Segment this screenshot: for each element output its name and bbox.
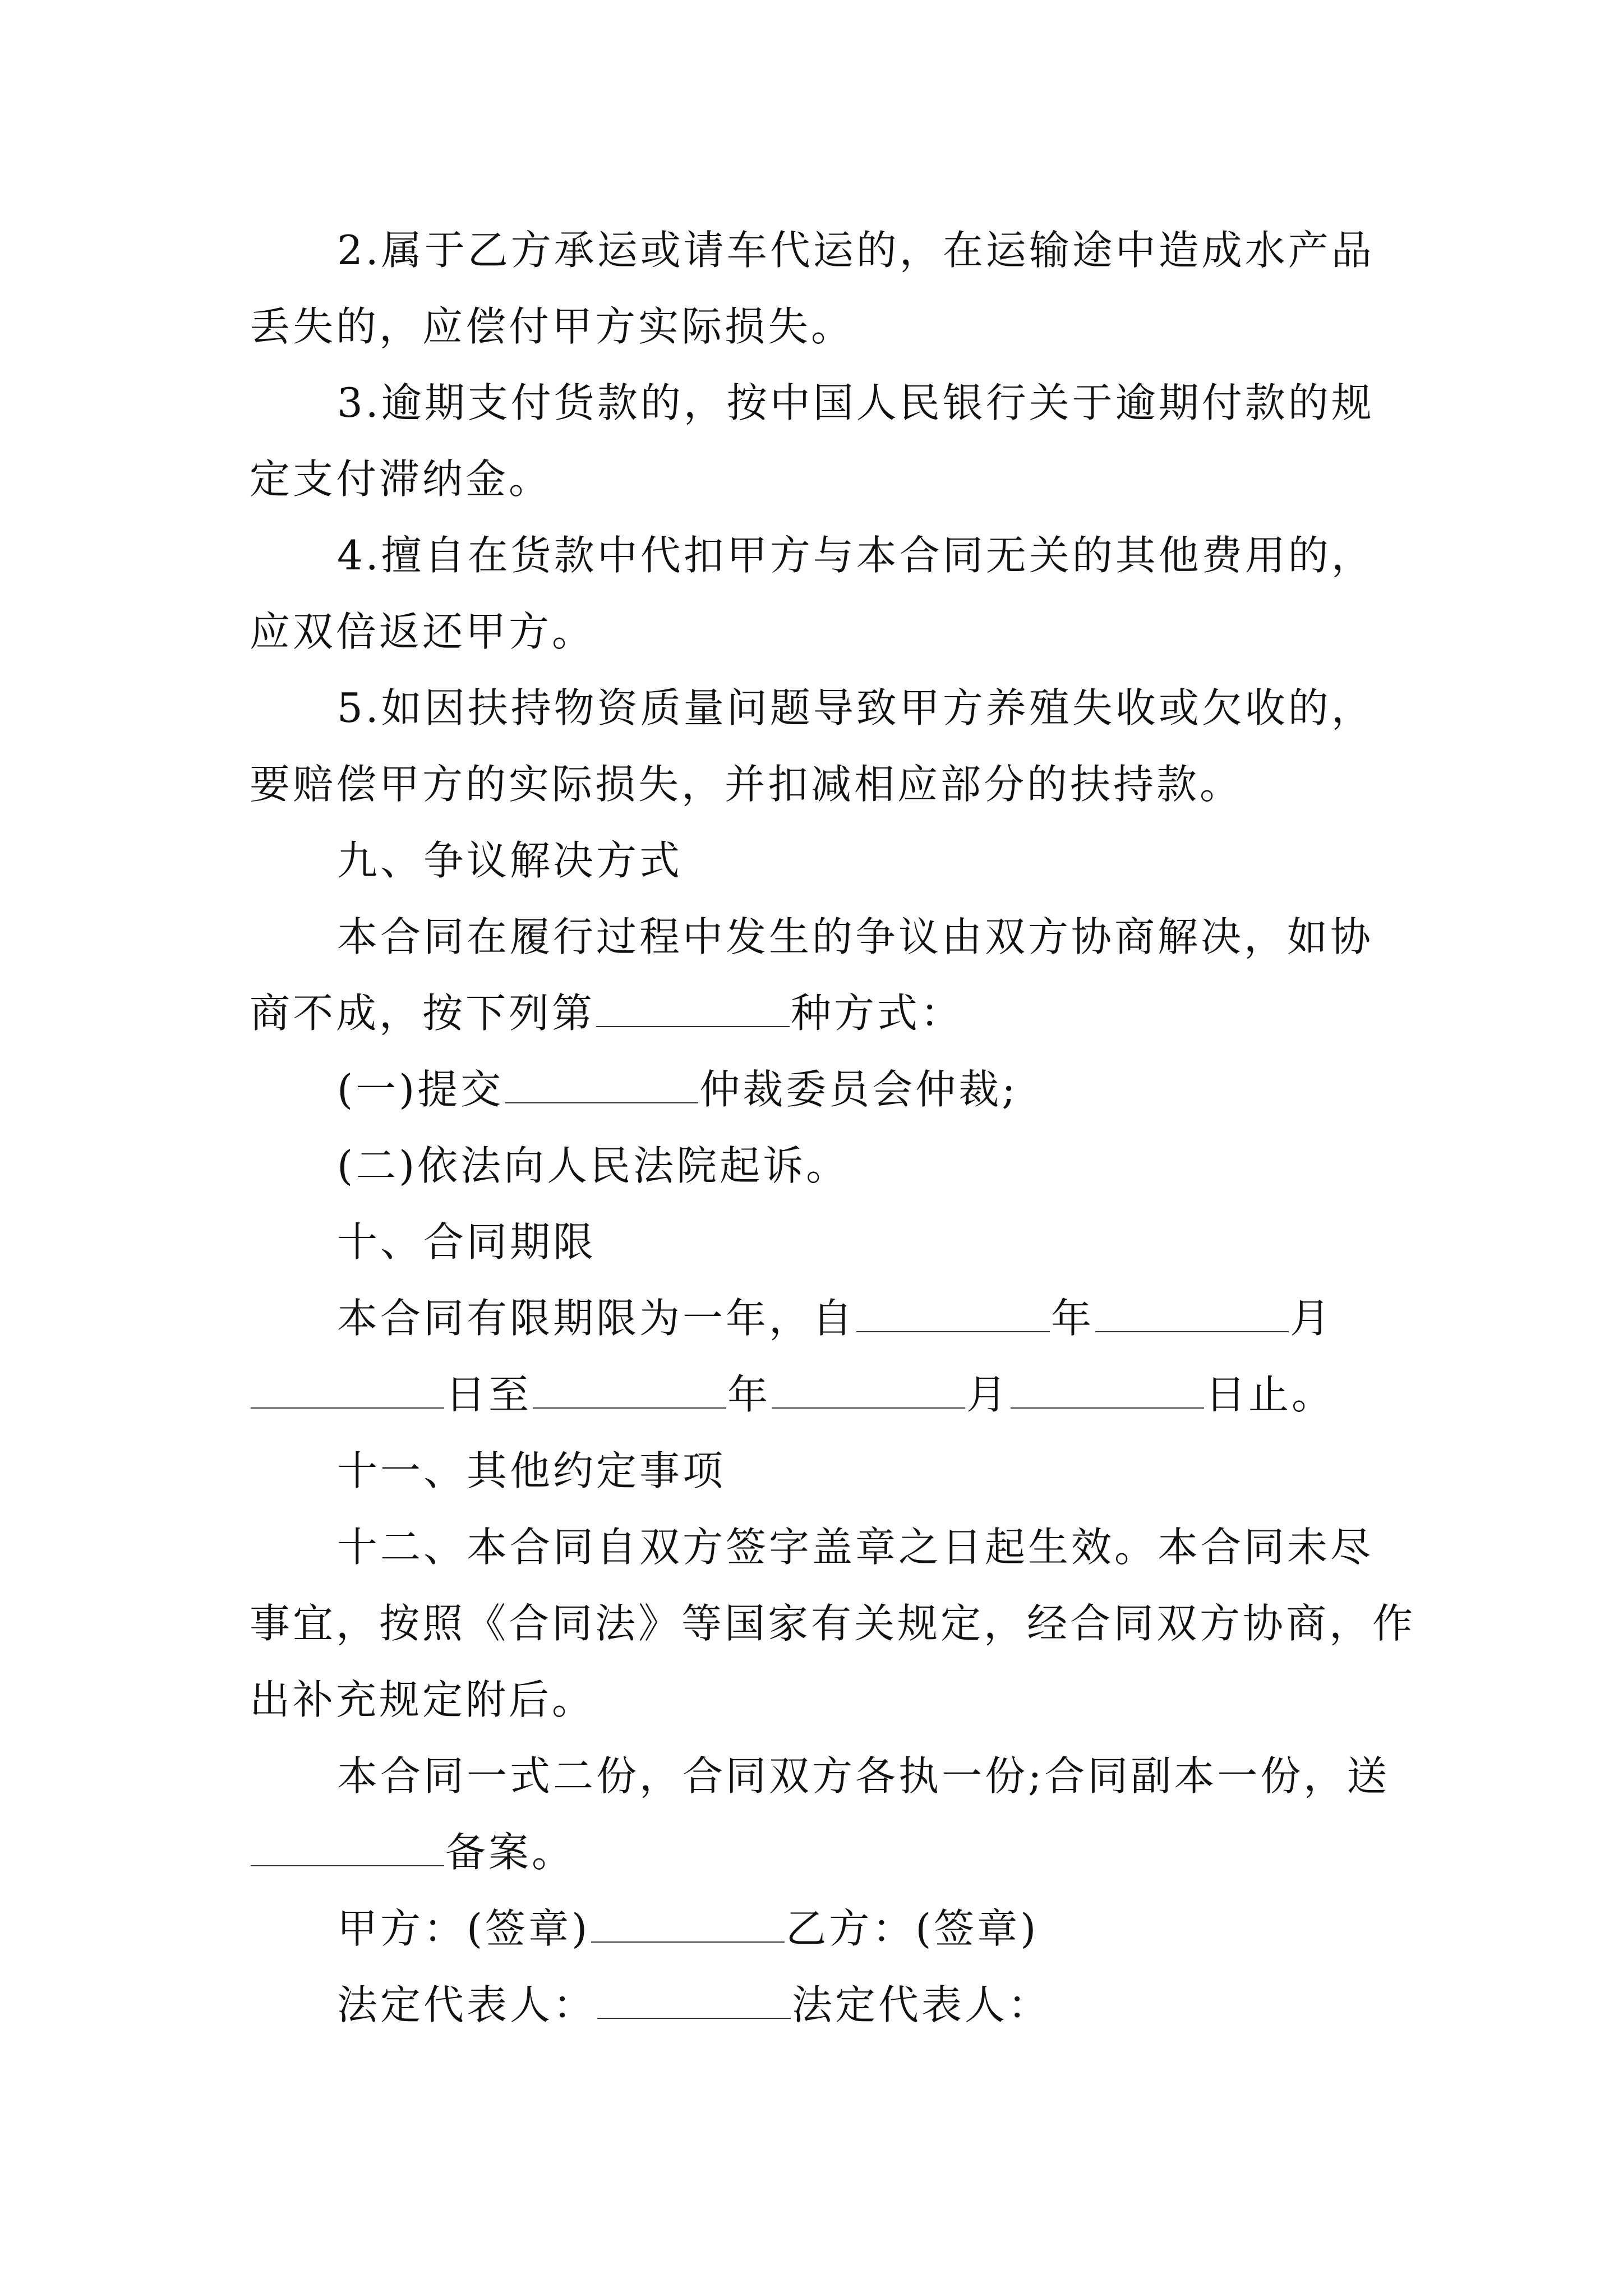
copies-file: 备案。: [445, 1829, 575, 1876]
blank-field: [596, 992, 790, 1027]
document-body: [250, 212, 1416, 2043]
section-12-text: 十二、本合同自双方签字盖章之日起生效。本合同未尽事宜，按照《合同法》等国家有关规定，经合同双方协商，作出补充规定附后。: [250, 1524, 1416, 1723]
term-month: 月: [1290, 1295, 1334, 1342]
representative-line: [250, 1967, 1416, 2043]
clause-item-4: 4.擅自在货款中代扣甲方与本合同无关的其他费用的，应双倍返还甲方。: [250, 532, 1375, 655]
section-11-heading: 十一、其他约定事项: [337, 1447, 726, 1494]
section-9-text-a: 本合同在履行过程中发生的争议由双方协商解决，如协商不成，按下列第: [250, 913, 1374, 1037]
blank-field: [591, 1908, 785, 1943]
party-b-seal: 乙方：(签章): [786, 1905, 1039, 1952]
blank-field: [1011, 1374, 1204, 1409]
blank-field: [1095, 1297, 1289, 1332]
section-9-option-1: [250, 1051, 1416, 1128]
section-9-heading: 九、争议解决方式: [337, 837, 683, 884]
clause-item-3: 3.逾期支付货款的，按中国人民银行关于逾期付款的规定支付滞纳金。: [250, 379, 1375, 503]
term-day-end: 日止。: [1205, 1371, 1335, 1418]
section-9-text-b: 种方式：: [791, 990, 964, 1037]
term-year-2: 年: [727, 1371, 771, 1418]
signature-line: [250, 1890, 1416, 1967]
option-1-a: (一)提交: [337, 1066, 504, 1113]
copies-clause: [250, 1738, 1416, 1890]
section-9-text: [250, 899, 1416, 1051]
clause-item-5: 5.如因扶持物资质量问题导致甲方养殖失收或欠收的，要赔偿甲方的实际损失，并扣减相应部分的扶持款。: [250, 684, 1375, 808]
copies-send: 送: [1347, 1752, 1390, 1800]
blank-field: [772, 1374, 965, 1409]
rep-a: 法定代表人：: [337, 1981, 597, 2028]
term-day-to: 日至: [445, 1371, 532, 1418]
term-text-a: 本合同有限期限为一年，自: [337, 1295, 856, 1342]
section-10-heading: 十、合同期限: [337, 1218, 597, 1266]
contract-term: [250, 1280, 1416, 1433]
term-year: 年: [1051, 1295, 1095, 1342]
blank-field: [533, 1374, 726, 1409]
blank-field: [597, 1984, 791, 2019]
blank-field: [251, 1374, 444, 1409]
term-month-2: 月: [966, 1371, 1010, 1418]
party-a-seal: 甲方：(签章): [337, 1905, 591, 1952]
rep-b: 法定代表人：: [792, 1981, 1052, 2028]
blank-field: [856, 1297, 1050, 1332]
blank-field: [251, 1832, 444, 1866]
option-1-b: 仲裁委员会仲裁;: [699, 1066, 1018, 1113]
section-9-option-2: (二)依法向人民法院起诉。: [337, 1142, 850, 1189]
clause-item-2: 2.属于乙方承运或请车代运的，在运输途中造成水产品丢失的，应偿付甲方实际损失。: [250, 227, 1375, 350]
blank-field: [505, 1069, 698, 1103]
copies-text: 本合同一式二份，合同双方各执一份;合同副本一份，: [337, 1752, 1347, 1800]
